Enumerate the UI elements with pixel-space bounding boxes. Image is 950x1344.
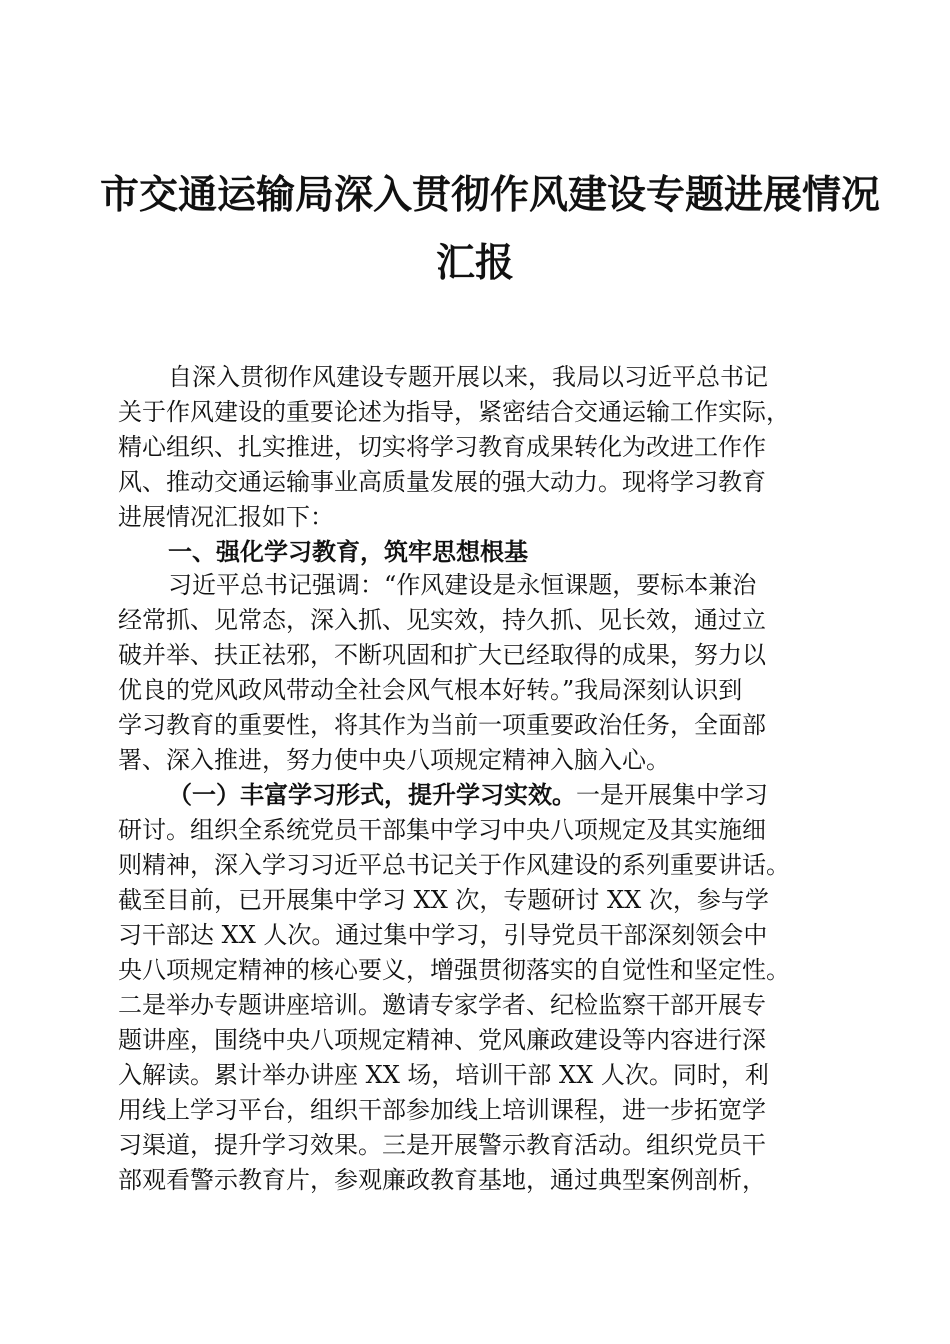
paragraph-line — [118, 778, 838, 813]
paragraph-line: 优良的党风政风带动全社会风气根本好转。”我局深刻认识到 — [118, 676, 743, 704]
paragraph-line: 经常抓、见常态，深入抓、见实效，持久抓、见长效，通过立 — [118, 606, 766, 634]
paragraph-line: 进展情况汇报如下： — [118, 503, 334, 531]
intro-paragraph — [118, 360, 838, 535]
paragraph-line: 央八项规定精神的核心要义，增强贯彻落实的自觉性和坚定性。 — [118, 956, 790, 984]
paragraph-line: 则精神，深入学习习近平总书记关于作风建设的系列重要讲话。 — [118, 851, 790, 879]
paragraph-line: 部观看警示教育片，参观廉政教育基地，通过典型案例剖析， — [118, 1166, 766, 1194]
section-heading-1 — [118, 535, 838, 570]
paragraph-line: 精心组织、扎实推进，切实将学习教育成果转化为改进工作作 — [118, 433, 766, 461]
paragraph-line: 署、深入推进，努力使中央八项规定精神入脑入心。 — [118, 746, 670, 774]
subsection-paragraph-1 — [118, 778, 838, 1198]
subsection-heading: （一）丰富学习形式，提升学习实效。 — [168, 780, 576, 809]
paragraph-line: 破并举、扶正祛邪，不断巩固和扩大已经取得的成果，努力以 — [118, 641, 766, 669]
document-title-line-2: 汇报 — [435, 240, 514, 286]
paragraph-line: 学习教育的重要性，将其作为当前一项重要政治任务，全面部 — [118, 711, 766, 739]
paragraph-line: 截至目前，已开展集中学习 XX 次，专题研讨 XX 次，参与学 — [118, 886, 769, 914]
paragraph-line: 习干部达 XX 人次。通过集中学习，引导党员干部深刻领会中 — [118, 921, 768, 949]
heading-text: 一、强化学习教育，筑牢思想根基 — [168, 538, 528, 566]
paragraph-line: 风、推动交通运输事业高质量发展的强大动力。现将学习教育 — [118, 468, 766, 496]
document-title-line-1: 市交通运输局深入贯彻作风建设专题进展情况 — [100, 172, 881, 218]
paragraph-line: 研讨。组织全系统党员干部集中学习中央八项规定及其实施细 — [118, 816, 766, 844]
paragraph-line: 习近平总书记强调：“作风建设是永恒课题，要标本兼治 — [168, 571, 757, 599]
paragraph-line: 用线上学习平台，组织干部参加线上培训课程，进一步拓宽学 — [118, 1096, 766, 1124]
quote-paragraph — [118, 568, 838, 778]
paragraph-line: 自深入贯彻作风建设专题开展以来，我局以习近平总书记 — [168, 363, 768, 391]
subsection-lead-text: 一是开展集中学习 — [576, 781, 768, 809]
paragraph-line: 习渠道，提升学习效果。三是开展警示教育活动。组织党员干 — [118, 1131, 766, 1159]
paragraph-line: 二是举办专题讲座培训。邀请专家学者、纪检监察干部开展专 — [118, 991, 766, 1019]
paragraph-line: 入解读。累计举办讲座 XX 场，培训干部 XX 人次。同时，利 — [118, 1061, 769, 1089]
paragraph-line: 题讲座，围绕中央八项规定精神、党风廉政建设等内容进行深 — [118, 1026, 766, 1054]
paragraph-line: 关于作风建设的重要论述为指导，紧密结合交通运输工作实际， — [118, 398, 790, 426]
